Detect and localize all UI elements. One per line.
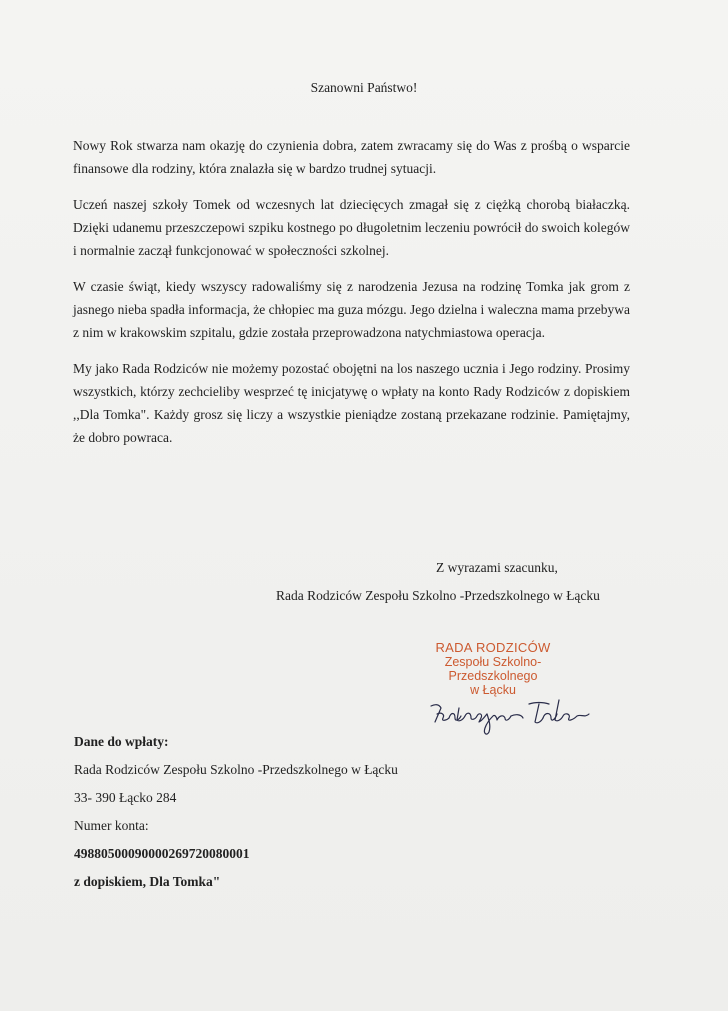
stamp-line-4: w Łącku [470, 683, 516, 697]
letter-body [73, 134, 630, 462]
stamp-line-3: Przedszkolnego [448, 669, 538, 683]
letter-greeting: Szanowni Państwo! [310, 80, 418, 95]
payment-recipient: Rada Rodziców Zespołu Szkolno -Przedszkolnego w Łącku [74, 762, 398, 777]
payment-address: 33- 390 Łącko 284 [74, 790, 177, 805]
payment-note: z dopiskiem, Dla Tomka" [74, 874, 221, 889]
stamp-line-1: RADA RODZICÓW [435, 640, 551, 655]
paragraph-intro: Nowy Rok stwarza nam okazję do czynienia dobra, zatem zwracamy się do Was z prośbą o wsparcie finansowe dla rodziny, która znalazła się w bardzo trudnej sytuacji. [73, 138, 630, 176]
letter-closing: Z wyrazami szacunku, [436, 560, 558, 575]
payment-heading: Dane do wpłaty: [74, 734, 169, 749]
payment-account-number: 49880500090000269720080001 [74, 846, 250, 861]
stamp-line-2: Zespołu Szkolno- [444, 655, 542, 669]
letter-signatory: Rada Rodziców Zespołu Szkolno -Przedszkolnego w Łącku [276, 588, 600, 603]
paragraph-history: Uczeń naszej szkoły Tomek od wczesnych lat dziecięcych zmagał się z ciężką chorobą białaczką. Dzięki udanemu przeszczepowi szpiku kostnego po długoletnim leczeniu powrócił do swoich kolegów i normalnie zaczął funkcjonować w społeczności szkolnej. [73, 197, 630, 258]
paragraph-news: W czasie świąt, kiedy wszyscy radowaliśmy się z narodzenia Jezusa na rodzinę Tomka jak grom z jasnego nieba spadła informacja, że chłopiec ma guza mózgu. Jego dzielna i waleczna mama przebywa z nim w krakowskim szpitalu, gdzie została przeprowadzona natychmiastowa operacja. [73, 279, 631, 340]
payment-details [74, 728, 494, 896]
paragraph-appeal: My jako Rada Rodziców nie możemy pozostać obojętni na los naszego ucznia i Jego rodziny. Prosimy wszystkich, którzy zechcieliby wesprzeć tę inicjatywę o wpłaty na konto Rady Rodziców z dopiskiem ,,Dla Tomka". Każdy grosz się liczy a wszystkie pieniądze zostaną przekazane rodzinie. Pamiętajmy, że dobro powraca. [73, 361, 630, 445]
council-stamp [418, 641, 568, 697]
payment-account-label: Numer konta: [74, 818, 149, 833]
